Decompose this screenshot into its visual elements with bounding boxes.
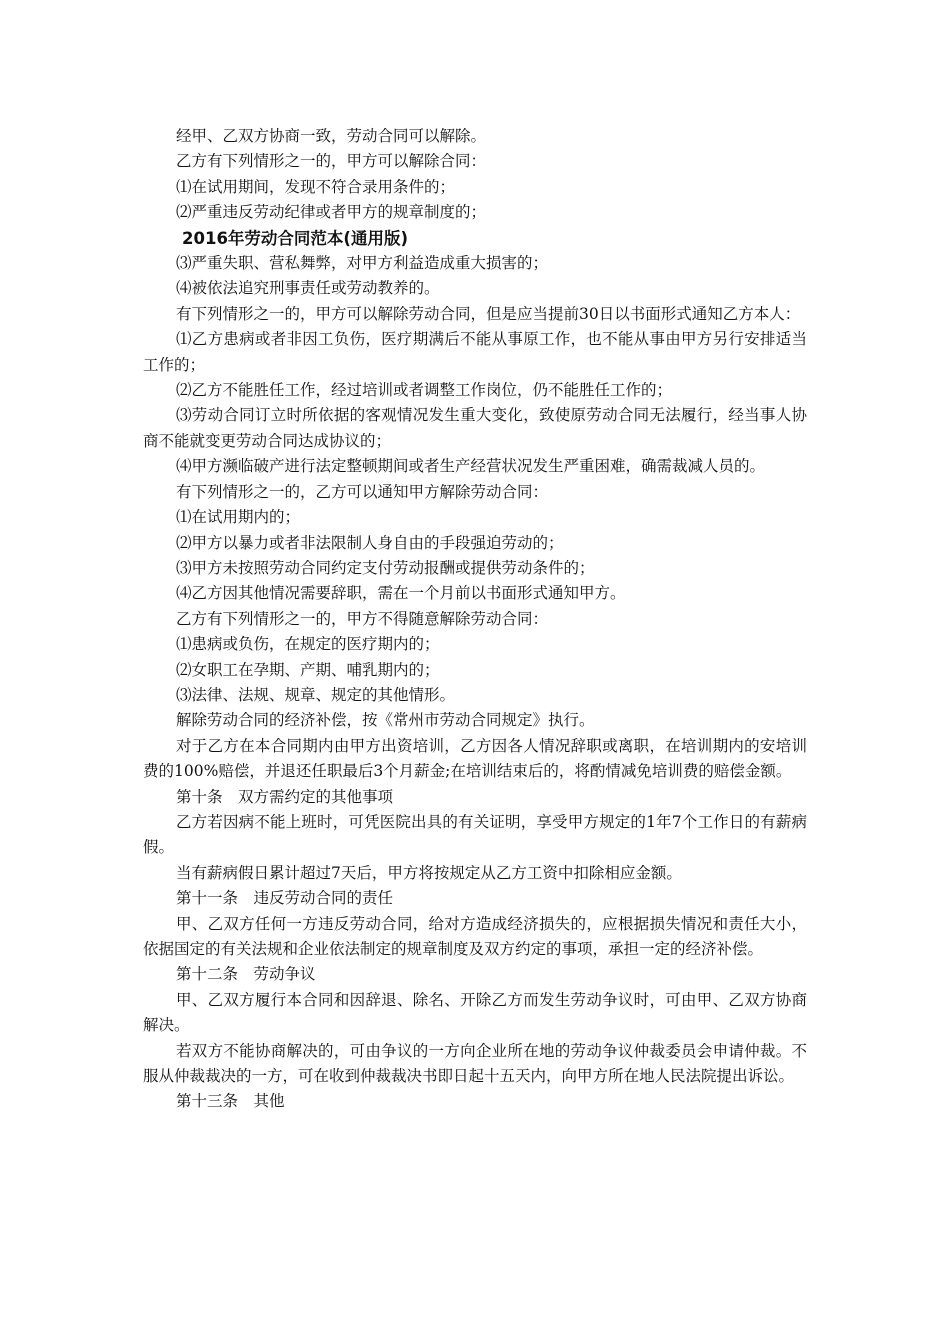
section-heading: 第十一条 违反劳动合同的责任 xyxy=(176,889,394,908)
list-item: ⑷被依法追究刑事责任或劳动教养的。 xyxy=(176,279,440,298)
list-item: ⑴乙方患病或者非因工负伤，医疗期满后不能从事原工作，也不能从事由甲方另行安排适当工作的； xyxy=(143,330,807,374)
list-item: ⑵严重违反劳动纪律或者甲方的规章制度的； xyxy=(176,203,487,222)
list-item: ⑶法律、法规、规章、规定的其他情形。 xyxy=(176,685,456,704)
list-item: ⑶劳动合同订立时所依据的客观情况发生重大变化，致使原劳动合同无法履行，经当事人协商不能就变更劳动合同达成协议的； xyxy=(143,406,807,450)
list-item: ⑷甲方濒临破产进行法定整顿期间或者生产经营状况发生严重困难，确需裁减人员的。 xyxy=(176,457,766,476)
list-item: ⑴在试用期间，发现不符合录用条件的； xyxy=(176,177,456,196)
paragraph: 甲、乙双方任何一方违反劳动合同，给对方造成经济损失的，应根据损失情况和责任大小，依据国定的有关法规和企业依法制定的规章制度及双方约定的事项，承担一定的经济补偿。 xyxy=(143,914,807,958)
page-header-title: 2016年劳动合同范本(通用版) xyxy=(182,228,409,248)
paragraph: 乙方有下列情形之一的，甲方可以解除合同： xyxy=(176,152,487,171)
paragraph: 乙方有下列情形之一的，甲方不得随意解除劳动合同： xyxy=(176,609,549,628)
list-item: ⑶严重失职、营私舞弊，对甲方利益造成重大损害的； xyxy=(176,254,549,273)
section-heading: 第十条 双方需约定的其他事项 xyxy=(176,787,394,806)
list-item: ⑵甲方以暴力或者非法限制人身自由的手段强迫劳动的； xyxy=(176,533,564,552)
list-item: ⑵女职工在孕期、产期、哺乳期内的； xyxy=(176,660,440,679)
paragraph: 若双方不能协商解决的，可由争议的一方向企业所在地的劳动争议仲裁委员会申请仲裁。不服从仲裁裁决的一方，可在收到仲裁裁决书即日起十五天内，向甲方所在地人民法院提出诉讼。 xyxy=(143,1041,807,1086)
list-item: ⑴患病或负伤，在规定的医疗期内的； xyxy=(176,635,440,654)
section-heading: 第十二条 劳动争议 xyxy=(176,965,316,984)
paragraph: 对于乙方在本合同期内由甲方出资培训，乙方因各人情况辞职或离职，在培训期内的安培训费的100%赔偿，并退还任职最后3个月薪金;在培训结束后的，将酌情减免培训费的赔偿金额。 xyxy=(143,736,807,781)
list-item: ⑷乙方因其他情况需要辞职，需在一个月前以书面形式通知甲方。 xyxy=(176,584,626,603)
paragraph: 甲、乙双方履行本合同和因辞退、除名、开除乙方而发生劳动争议时，可由甲、乙双方协商解决。 xyxy=(143,990,807,1035)
section-heading: 第十三条 其他 xyxy=(176,1092,285,1111)
list-item: ⑴在试用期内的； xyxy=(176,508,301,527)
document-body xyxy=(143,124,807,1115)
paragraph: 经甲、乙双方协商一致，劳动合同可以解除。 xyxy=(176,127,487,145)
list-item: ⑵乙方不能胜任工作，经过培训或者调整工作岗位，仍不能胜任工作的； xyxy=(176,381,673,400)
paragraph: 当有薪病假日累计超过7天后，甲方将按规定从乙方工资中扣除相应金额。 xyxy=(176,863,682,882)
paragraph: 乙方若因病不能上班时，可凭医院出具的有关证明，享受甲方规定的1年7个工作日的有薪病假。 xyxy=(143,812,807,857)
paragraph: 解除劳动合同的经济补偿，按《常州市劳动合同规定》执行。 xyxy=(176,711,595,730)
paragraph: 有下列情形之一的，甲方可以解除劳动合同，但是应当提前30日以书面形式通知乙方本人： xyxy=(176,304,801,323)
list-item: ⑶甲方未按照劳动合同约定支付劳动报酬或提供劳动条件的； xyxy=(176,558,595,577)
paragraph: 有下列情形之一的，乙方可以通知甲方解除劳动合同： xyxy=(176,482,549,501)
